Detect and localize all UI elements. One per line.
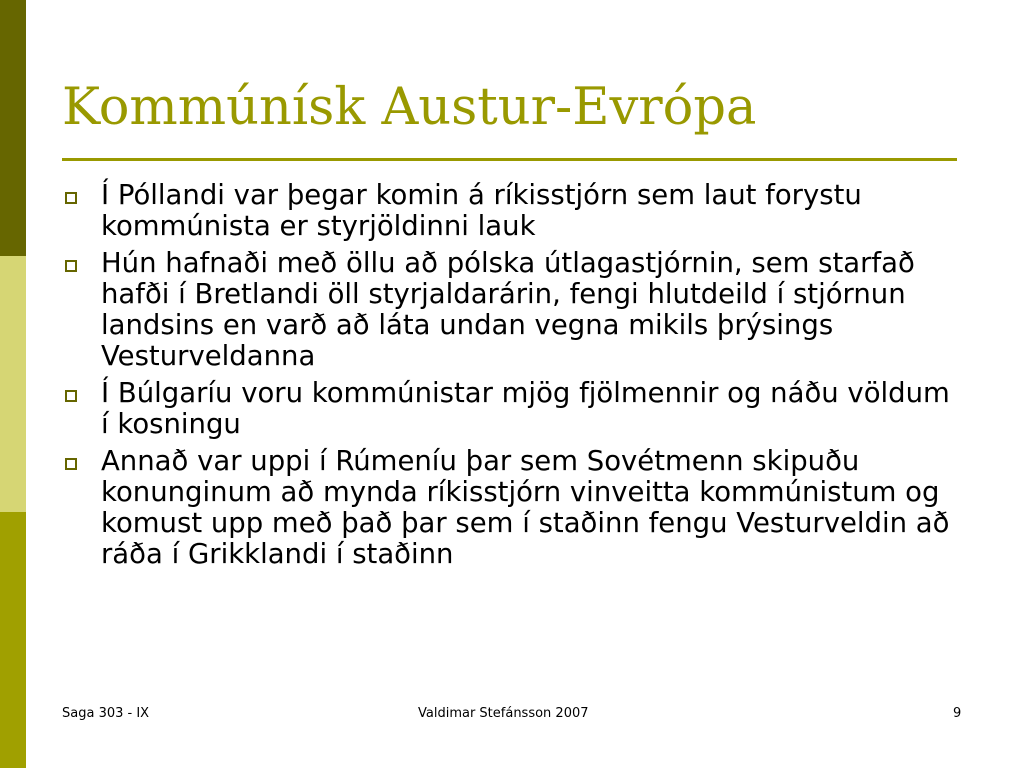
slide-title: Kommúnísk Austur-Evrópa [62,78,757,137]
bullet-item [62,378,962,440]
square-bullet-icon [65,390,77,402]
bullet-text: Hún hafnaði með öllu að pólska útlagastjórnin, sem starfað hafði í Bretlandi öll styrjaldarárin, fengi hlutdeild í stjórnun landsins en varð að láta undan vegna mikils þrýsings Vesturveldanna [101,247,915,372]
sidebar-stripe-middle [0,256,26,512]
title-underline [62,158,957,161]
footer-page-number: 9 [953,706,962,721]
bullet-item [62,180,962,242]
sidebar-stripe-top [0,0,26,256]
footer-author: Valdimar Stefánsson 2007 [418,706,589,721]
bullet-text: Í Póllandi var þegar komin á ríkisstjórn sem laut forystu kommúnista er styrjöldinni lauk [101,179,862,242]
bullet-list [62,180,962,576]
footer-course: Saga 303 - IX [62,706,150,721]
bullet-item [62,248,962,372]
sidebar-stripe-bottom [0,512,26,768]
square-bullet-icon [65,260,77,272]
square-bullet-icon [65,458,77,470]
bullet-text: Annað var uppi í Rúmeníu þar sem Sovétmenn skipuðu konunginum að mynda ríkisstjórn vinveitta kommúnistum og komust upp með það þar sem í staðinn fengu Vesturveldin að ráða í Grikklandi í staðinn [101,445,950,570]
square-bullet-icon [65,192,77,204]
bullet-item [62,446,962,570]
bullet-text: Í Búlgaríu voru kommúnistar mjög fjölmennir og náðu völdum í kosningu [101,377,950,440]
